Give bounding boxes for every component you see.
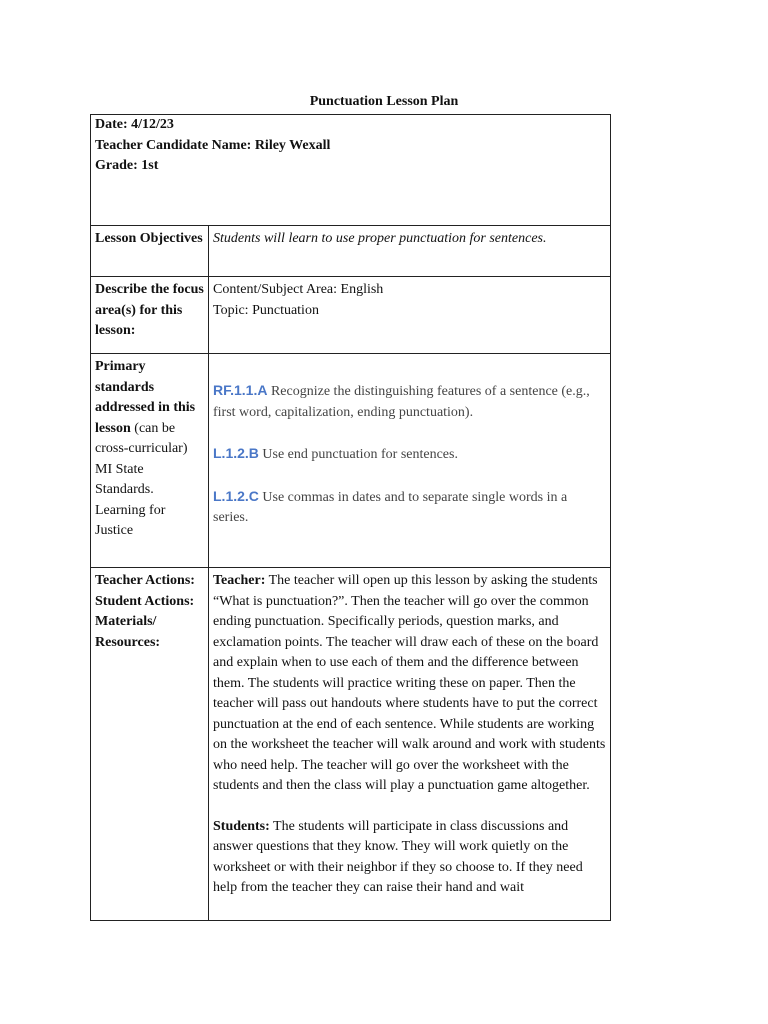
- standards-label-cell: [91, 354, 209, 568]
- teacher-name-field: Teacher Candidate Name: Riley Wexall: [95, 137, 331, 153]
- header-row: [91, 115, 611, 226]
- standard-item: [213, 486, 606, 529]
- header-cell: [91, 115, 611, 226]
- standard-code: RF.1.1.A: [213, 382, 268, 398]
- objectives-label: Lesson Objectives: [91, 226, 209, 277]
- standard-item: [213, 380, 606, 423]
- standard-text: Recognize the distinguishing features of a sentence (e.g., first word, capitalization, ending punctuation).: [213, 384, 590, 420]
- standard-text: Use end punctuation for sentences.: [262, 447, 458, 462]
- grade-field: Grade: 1st: [95, 158, 159, 173]
- actions-label: Teacher Actions: Student Actions: Materials/ Resources:: [91, 568, 209, 921]
- objectives-text: Students will learn to use proper punctuation for sentences.: [209, 226, 611, 277]
- date-field: Date: 4/12/23: [95, 117, 174, 132]
- focus-topic: Topic: Punctuation: [213, 302, 319, 318]
- page-title: Punctuation Lesson Plan: [309, 94, 459, 109]
- students-text: The students will participate in class discussions and answer questions that they know. They will work quietly on the worksheet or with their neighbor if they so choose to. If they need help from the teacher they can raise their hand and wait: [213, 818, 583, 895]
- standards-row: [91, 354, 611, 568]
- teacher-label: Teacher:: [213, 573, 266, 588]
- standard-text: Use commas in dates and to separate single words in a series.: [213, 489, 568, 525]
- students-label: Students:: [213, 818, 270, 834]
- actions-row: [91, 568, 611, 921]
- standards-sublabel: (can be cross-curricular) MI State Standards. Learning for Justice: [95, 420, 188, 538]
- students-paragraph: [213, 817, 606, 899]
- teacher-paragraph: [213, 571, 606, 797]
- focus-row: [91, 277, 611, 354]
- objectives-row: [91, 226, 611, 277]
- standard-item: [213, 443, 606, 466]
- lesson-plan-table: [90, 114, 611, 921]
- standards-label: Primary standards addressed in this lesson: [95, 359, 196, 436]
- standard-code: L.1.2.C: [213, 487, 259, 504]
- standard-code: L.1.2.B: [213, 445, 259, 461]
- focus-cell: [209, 277, 611, 354]
- focus-subject: Content/Subject Area: English: [213, 282, 384, 297]
- actions-cell: [209, 568, 611, 921]
- teacher-text: The teacher will open up this lesson by asking the students “What is punctuation?”. Then the teacher will go over the common ending punctuation. Specifically periods, question marks, and exclamation points. The teacher will draw each of these on the board and explain when to use each of them and the difference between them. The students will practice writing these on paper. Then the teacher will pass out handouts where students have to put the correct punctuation at the end of each sentence. While students are working on the worksheet the teacher will walk around and work with students who need help. The teacher will go over the worksheet with the students and then the class will play a punctuation game altogether.: [213, 573, 606, 793]
- standards-cell: [209, 354, 611, 568]
- focus-label: Describe the focus area(s) for this lesson:: [91, 277, 209, 354]
